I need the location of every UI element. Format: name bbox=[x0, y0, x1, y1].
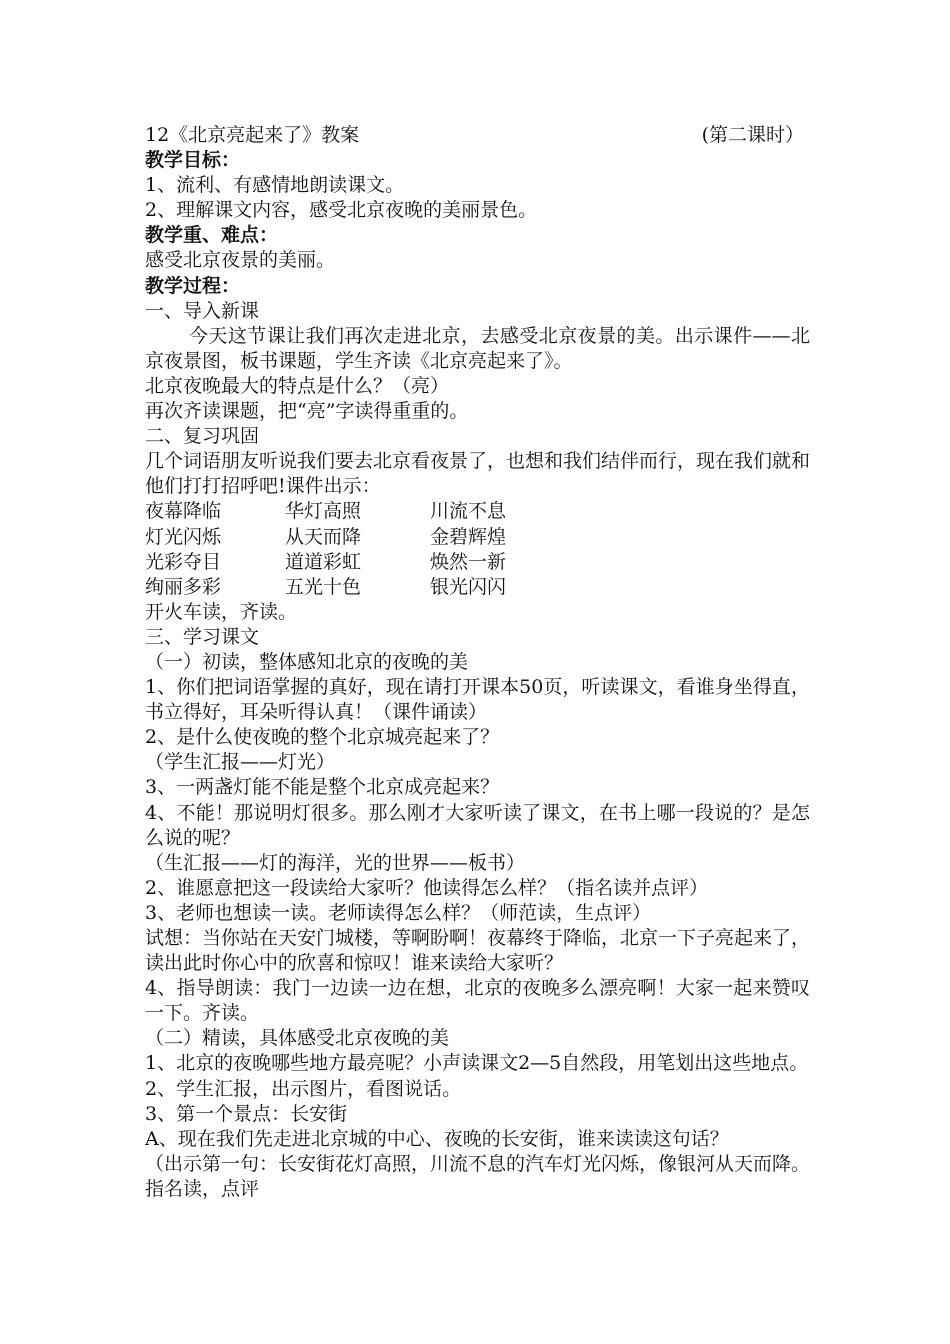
vocab-row bbox=[145, 550, 810, 575]
vocab-word: 五光十色 bbox=[285, 575, 362, 598]
subsection-title: （二）精读，具体感受北京夜晚的美 bbox=[145, 1027, 450, 1050]
key-points-text: 感受北京夜景的美丽。 bbox=[145, 249, 336, 272]
vocab-word: 银光闪闪 bbox=[430, 575, 507, 598]
goal-item: 1、流利、有感情地朗读课文。 bbox=[145, 174, 405, 197]
text-line: 开火车读，齐读。 bbox=[145, 600, 298, 623]
vocab-word: 光彩夺目 bbox=[145, 550, 222, 573]
paragraph: 4、不能！那说明灯很多。那么刚才大家听读了课文，在书上哪一段说的？是怎么说的呢？ bbox=[145, 801, 810, 849]
text-line: 3、老师也想读一读。老师读得怎么样？（师范读，生点评） bbox=[145, 901, 652, 924]
lesson-title: 12《北京亮起来了》教案 bbox=[145, 124, 360, 146]
paragraph: 今天这节课让我们再次走进北京，去感受北京夜景的美。出示课件——北京夜景图，板书课题，学生齐读《北京亮起来了》。 bbox=[145, 324, 810, 372]
vocab-row bbox=[145, 499, 810, 524]
vocab-word: 从天而降 bbox=[285, 525, 362, 548]
title-row bbox=[145, 123, 810, 148]
vocab-word: 夜幕降临 bbox=[145, 500, 222, 523]
lesson-session: (第二课时） bbox=[701, 124, 804, 146]
key-points-heading: 教学重、难点： bbox=[145, 224, 279, 247]
section-title: 二、复习巩固 bbox=[145, 425, 260, 448]
paragraph: 4、指导朗读：我门一边读一边在想，北京的夜晚多么漂亮啊！大家一起来赞叹一下。齐读。 bbox=[145, 977, 810, 1025]
process-heading: 教学过程： bbox=[145, 274, 241, 297]
vocab-word: 道道彩虹 bbox=[285, 550, 362, 573]
text-line: 北京夜晚最大的特点是什么？（亮） bbox=[145, 374, 450, 397]
vocab-word: 灯光闪烁 bbox=[145, 525, 222, 548]
vocab-word: 华灯高照 bbox=[285, 500, 362, 523]
text-line: 再次齐读课题，把“亮”字读得重重的。 bbox=[145, 400, 469, 423]
text-line: 2、谁愿意把这一段读给大家听？他读得怎么样？（指名读并点评） bbox=[145, 876, 709, 899]
vocab-row bbox=[145, 575, 810, 600]
vocab-word: 川流不息 bbox=[430, 500, 507, 523]
text-line: A、现在我们先走进北京城的中心、夜晚的长安街，谁来读读这句话？ bbox=[145, 1127, 729, 1150]
section-title: 一、导入新课 bbox=[145, 299, 260, 322]
paragraph: 1、你们把词语掌握的真好，现在请打开课本50页，听读课文，看谁身坐得直，书立得好，耳朵听得认真！（课件诵读） bbox=[145, 676, 810, 724]
paragraph: 几个词语朋友听说我们要去北京看夜景了，也想和我们结伴而行，现在我们就和他们打打招呼吧!课件出示： bbox=[145, 450, 811, 498]
goals-heading: 教学目标： bbox=[145, 149, 241, 172]
text-line: 2、是什么使夜晚的整个北京城亮起来了？ bbox=[145, 726, 500, 749]
lesson-plan-body bbox=[145, 123, 810, 1202]
text-line: 3、一两盏灯能不能是整个北京成亮起来？ bbox=[145, 776, 500, 799]
paragraph: 试想：当你站在天安门城楼，等啊盼啊！夜幕终于降临，北京一下子亮起来了，读出此时你心中的欣喜和惊叹！谁来读给大家听？ bbox=[145, 927, 811, 975]
paragraph: （出示第一句：长安街花灯高照，川流不息的汽车灯光闪烁，像银河从天而降。指名读，点评 bbox=[145, 1152, 811, 1200]
section-title: 三、学习课文 bbox=[145, 625, 260, 648]
text-line: （生汇报——灯的海洋，光的世界——板书） bbox=[145, 851, 526, 874]
vocab-word: 绚丽多彩 bbox=[145, 575, 222, 598]
subsection-title: （一）初读，整体感知北京的夜晚的美 bbox=[145, 650, 469, 673]
vocab-row bbox=[145, 525, 810, 550]
text-line: 2、学生汇报，出示图片，看图说话。 bbox=[145, 1077, 462, 1100]
vocab-word: 金碧辉煌 bbox=[430, 525, 507, 548]
text-line: 3、第一个景点：长安街 bbox=[145, 1102, 348, 1125]
goal-item: 2、理解课文内容，感受北京夜晚的美丽景色。 bbox=[145, 199, 538, 222]
paragraph: 1、北京的夜晚哪些地方最亮呢？小声读课文2—5自然段，用笔划出这些地点。 bbox=[145, 1052, 809, 1075]
text-line: （学生汇报——灯光） bbox=[145, 751, 336, 774]
vocab-word: 焕然一新 bbox=[430, 550, 507, 573]
